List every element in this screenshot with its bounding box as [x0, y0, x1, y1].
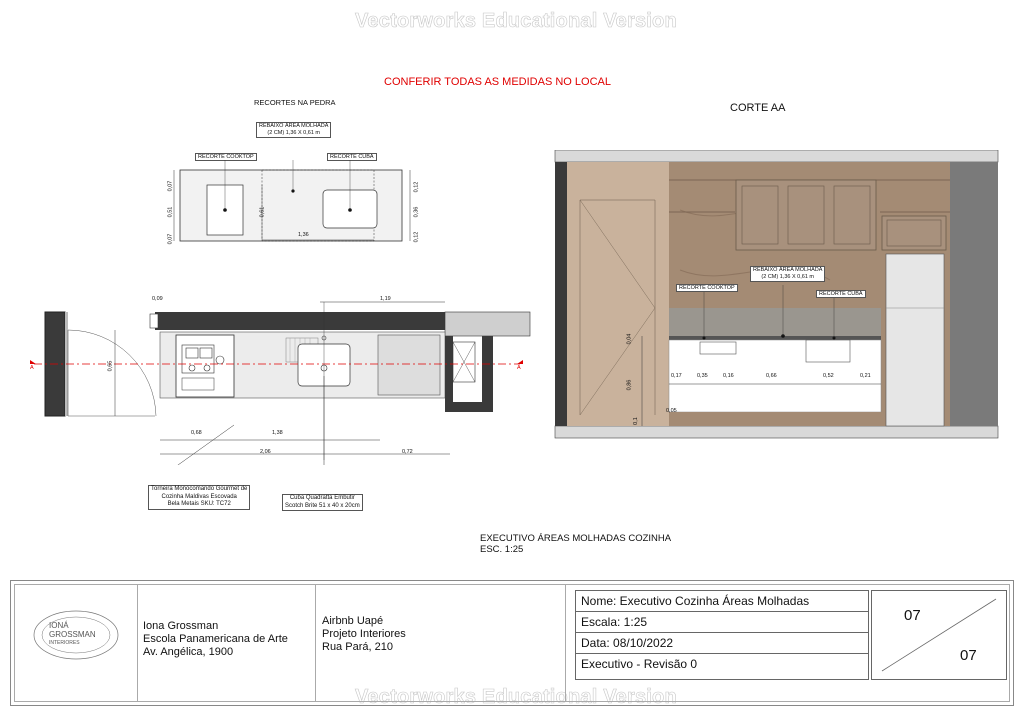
author-school: Escola Panamericana de Arte [143, 633, 288, 645]
stone-backsplash [669, 308, 881, 338]
drawing-info-box [575, 590, 869, 680]
plan-dim-right-3: 0,12 [413, 231, 420, 243]
kitchen-floor-plan [20, 290, 535, 465]
site-measure-note: CONFERIR TODAS AS MEDIDAS NO LOCAL [384, 76, 611, 88]
section-rebaixo-label: REBAIXO ÁREA MOLHADA (2 CM) 1,36 X 0,61 m [750, 266, 825, 282]
sheet-number: 07 [904, 607, 921, 624]
floor-dim-072: 0,72 [402, 449, 413, 455]
cut-mark-right: A [517, 365, 521, 371]
section-title: CORTE AA [730, 102, 786, 114]
title-block [10, 580, 1014, 706]
project-type: Projeto Interiores [322, 628, 406, 640]
drawing-revision: Executivo - Revisão 0 [581, 657, 698, 671]
floor-dim-065: 0,65 [107, 360, 114, 372]
drawing-name: Nome: Executivo Cozinha Áreas Molhadas [576, 591, 868, 612]
section-dim-1: 0,17 [671, 373, 682, 379]
section-dim-5: 0,52 [823, 373, 834, 379]
logo-text: IONÁ GROSSMAN INTERIORES [49, 621, 96, 646]
sheet-total: 07 [960, 647, 977, 664]
torneira-label: Torneira Monocomando Gourmet de Cozinha Maldivas Escovada Bela Metais SKU: TC72 [148, 485, 250, 510]
cut-mark-left: A [30, 365, 34, 371]
plan-recorte-cooktop-label: RECORTE COOKTOP [195, 153, 257, 161]
section-dim-4: 0,66 [766, 373, 777, 379]
recortes-title: RECORTES NA PEDRA [254, 98, 336, 107]
plan-dim-061: 0,61 [259, 206, 266, 218]
section-dim-2: 0,35 [697, 373, 708, 379]
logo-cell [15, 585, 138, 701]
floor-dim-068: 0,68 [191, 430, 202, 436]
section-dim-004: 0,04 [626, 333, 633, 345]
floor-dim-206: 2,06 [260, 449, 271, 455]
watermark-bottom: Vectorworks Educational Version [355, 686, 677, 708]
door-swing [68, 330, 156, 416]
plan-dim-right-1: 0,12 [413, 181, 420, 193]
caption-scale: ESC. 1:25 [480, 544, 524, 555]
plan-rebaixo-label: REBAIXO ÁREA MOLHADA (2 CM) 1,36 X 0,61 m [256, 122, 331, 138]
plan-dim-right-2: 0,36 [413, 206, 420, 218]
section-aa-elevation [550, 150, 1002, 440]
door-panel [567, 162, 669, 426]
project-name: Airbnb Uapé [322, 615, 384, 627]
section-dim-005: 0,05 [666, 408, 677, 414]
watermark-top: Vectorworks Educational Version [355, 10, 677, 32]
sheet-number-box [871, 590, 1007, 680]
cuba-label: Cuba Quadratta Embutir Scotch Brite 51 x 40 x 20cm [282, 494, 363, 511]
drawing-date: Data: 08/10/2022 [576, 633, 868, 654]
section-dim-3: 0,16 [723, 373, 734, 379]
drawing-scale: Escala: 1:25 [576, 612, 868, 633]
upper-cabinets [736, 180, 876, 250]
stone-wall-section [445, 312, 530, 336]
author-address: Av. Angélica, 1900 [143, 646, 234, 658]
section-recorte-cuba-label: RECORTE CUBA [816, 290, 866, 298]
plan-dim-left-2: 0,51 [167, 206, 174, 218]
plan-dim-136: 1,36 [298, 232, 309, 238]
project-cell [315, 585, 566, 701]
plan-recorte-cuba-label: RECORTE CUBA [327, 153, 377, 161]
drawing-caption [480, 533, 671, 555]
section-dim-086: 0,86 [626, 379, 633, 391]
section-dim-01: 0,1 [632, 417, 639, 425]
cabinet-right [378, 335, 440, 395]
author-name: Iona Grossman [143, 620, 219, 632]
floor-dim-138: 1,38 [272, 430, 283, 436]
plan-dim-left-3: 0,07 [167, 233, 174, 245]
author-cell [137, 585, 316, 701]
refrigerator [886, 254, 944, 426]
stone-cutouts-plan [160, 160, 430, 250]
caption-title: EXECUTIVO ÁREAS MOLHADAS COZINHA [480, 533, 672, 544]
section-recorte-cooktop-label: RECORTE COOKTOP [676, 284, 738, 292]
floor-dim-009: 0,09 [152, 296, 163, 302]
plan-dim-left-1: 0,07 [167, 180, 174, 192]
project-address: Rua Pará, 210 [322, 641, 393, 653]
floor-dim-119: 1,19 [380, 296, 391, 302]
section-dim-6: 0,21 [860, 373, 871, 379]
